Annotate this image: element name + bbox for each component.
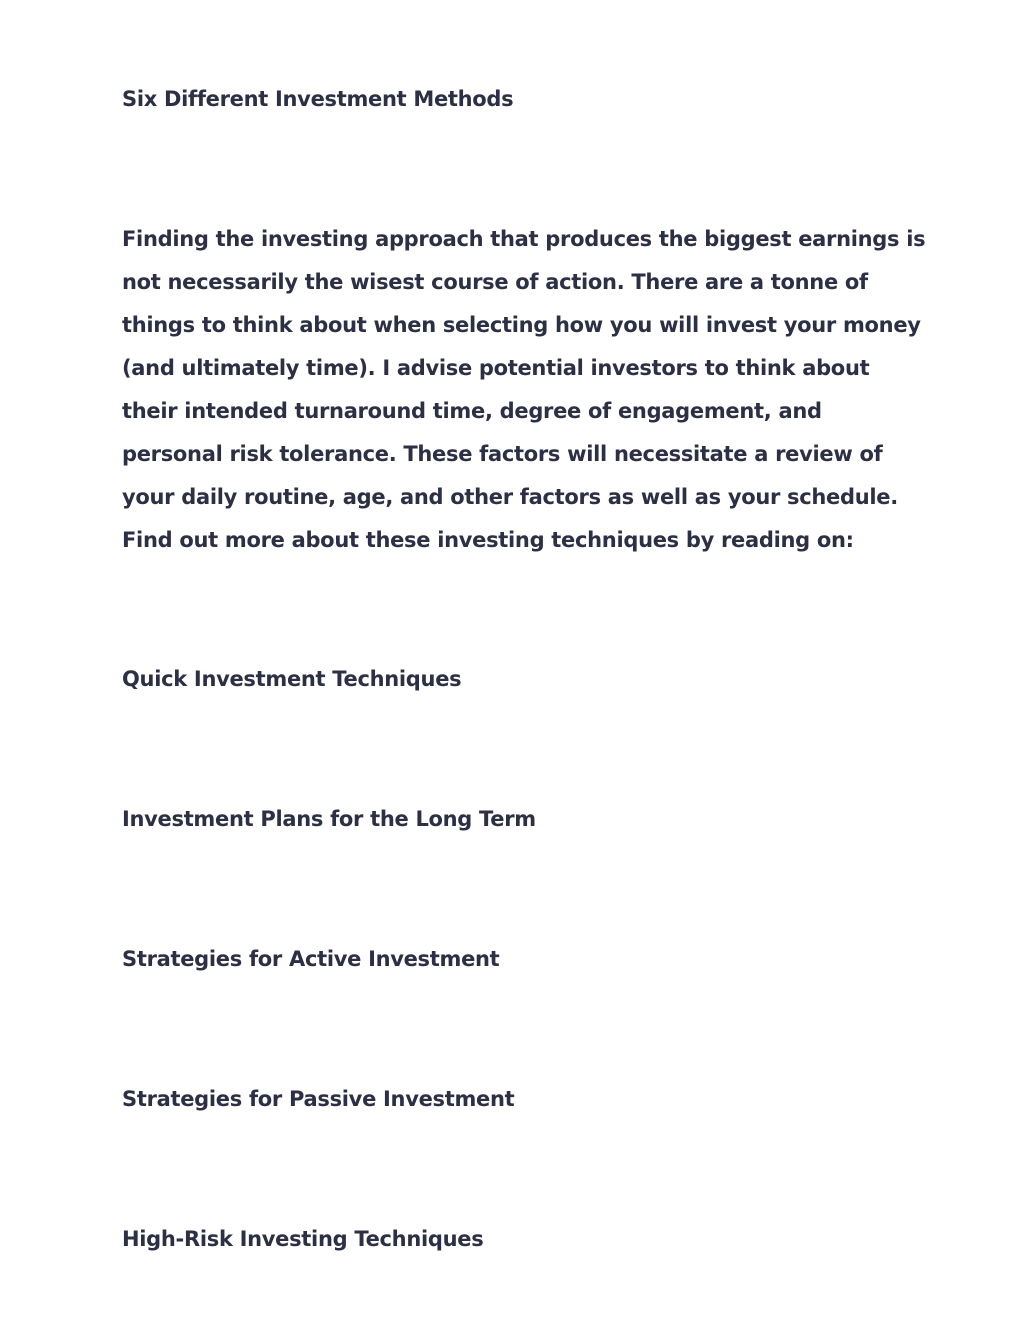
intro-line: personal risk tolerance. These factors will necessitate a review of (122, 442, 883, 466)
document-title: Six Different Investment Methods (122, 87, 514, 111)
intro-line: (and ultimately time). I advise potential investors to think about (122, 356, 870, 380)
section-heading-quick: Quick Investment Techniques (122, 667, 462, 691)
intro-paragraph (122, 218, 926, 562)
intro-line: their intended turnaround time, degree of engagement, and (122, 399, 822, 423)
intro-line: Finding the investing approach that produces the biggest earnings is (122, 227, 926, 251)
section-heading-long-term: Investment Plans for the Long Term (122, 807, 536, 831)
section-heading-high-risk: High-Risk Investing Techniques (122, 1227, 484, 1251)
section-heading-active: Strategies for Active Investment (122, 947, 500, 971)
intro-line: things to think about when selecting how you will invest your money (122, 313, 921, 337)
intro-line: Find out more about these investing techniques by reading on: (122, 528, 854, 552)
intro-line: not necessarily the wisest course of action. There are a tonne of (122, 270, 868, 294)
section-heading-passive: Strategies for Passive Investment (122, 1087, 515, 1111)
intro-line: your daily routine, age, and other factors as well as your schedule. (122, 485, 898, 509)
